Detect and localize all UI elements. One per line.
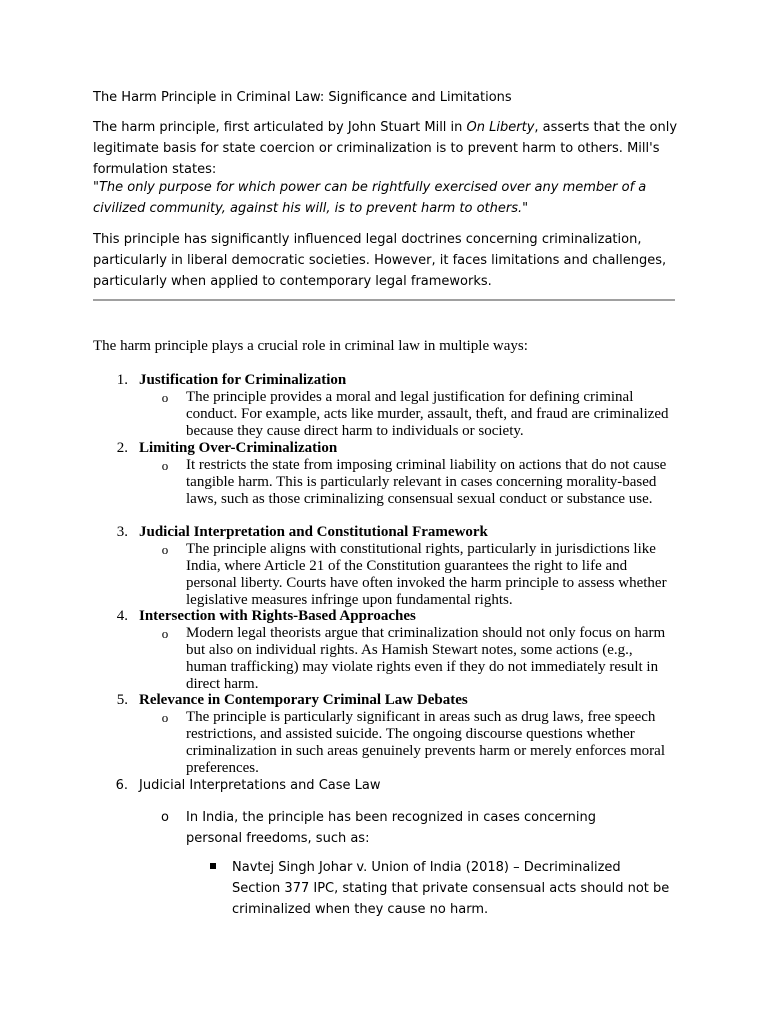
sub-item-body: Navtej Singh Johar v. Union of India (2018) – Decriminalized Section 377 IPC, stating that private consensual acts should not be criminalized when they cause no harm.	[232, 860, 670, 917]
item-number: 5.	[116, 692, 128, 708]
item-number: 2.	[116, 440, 128, 456]
item-title: Judicial Interpretation and Constitutional Framework	[139, 524, 488, 540]
mill-quote: "The only purpose for which power can be rightfully exercised over any member of a civilized community, against his will, is to prevent harm to others."	[93, 180, 647, 216]
item-number: 6.	[115, 778, 128, 793]
item-body: Modern legal theorists argue that criminalization should not only focus on harm but also on individual rights. As Hamish Stewart notes, some actions (e.g., human trafficking) may violate rights even if they do not immediately result in direct harm.	[186, 625, 666, 692]
horizontal-divider	[93, 299, 675, 301]
hollow-bullet-icon: o	[161, 710, 169, 725]
hollow-bullet-icon: o	[161, 542, 169, 557]
book-title: On Liberty	[466, 120, 535, 135]
hollow-bullet-icon: o	[161, 458, 169, 473]
intro-text-after: , asserts that the only legitimate basis for state coercion or criminalization is to prevent harm to others. Mill's formulation states:	[93, 120, 678, 177]
square-bullet-icon	[210, 863, 216, 869]
item-body: The principle provides a moral and legal justification for defining criminal conduct. For example, acts like murder, assault, theft, and fraud are criminalized because they cause direct harm to individuals or society.	[186, 389, 669, 439]
item-title: Judicial Interpretations and Case Law	[139, 778, 381, 793]
list-lead-in: The harm principle plays a crucial role in criminal law in multiple ways:	[93, 338, 528, 354]
item-title: Limiting Over-Criminalization	[139, 440, 338, 456]
second-paragraph: This principle has significantly influenced legal doctrines concerning criminalization, particularly in liberal democratic societies. However, it faces limitations and challenges, particularly when applied to contemporary legal frameworks.	[93, 232, 667, 289]
item-body: The principle is particularly significant in areas such as drug laws, free speech restrictions, and assisted suicide. The ongoing discourse questions whether criminalization in such areas genuinely prevents harm or merely enforces moral preferences.	[186, 709, 665, 776]
item-body: The principle aligns with constitutional rights, particularly in jurisdictions like India, where Article 21 of the Constitution guarantees the right to life and personal liberty. Courts have often invoked the harm principle to assess whether legislative measures infringe upon fundamental rights.	[186, 541, 667, 608]
item-number: 4.	[116, 608, 128, 624]
item-title: Relevance in Contemporary Criminal Law Debates	[139, 692, 468, 708]
document-title: The Harm Principle in Criminal Law: Significance and Limitations	[93, 90, 512, 105]
hollow-bullet-icon: o	[161, 626, 169, 641]
item-title: Justification for Criminalization	[139, 372, 347, 388]
intro-paragraph	[93, 117, 683, 180]
item-body: In India, the principle has been recognized in cases concerning personal freedoms, such as:	[186, 810, 596, 846]
hollow-bullet-icon: o	[161, 810, 169, 825]
intro-text-before: The harm principle, first articulated by John Stuart Mill in	[93, 120, 467, 135]
item-title: Intersection with Rights-Based Approaches	[139, 608, 416, 624]
item-number: 3.	[116, 524, 128, 540]
item-number: 1.	[116, 372, 128, 388]
hollow-bullet-icon: o	[161, 390, 169, 405]
item-body: It restricts the state from imposing criminal liability on actions that do not cause tangible harm. This is particularly relevant in cases concerning morality-based laws, such as those criminalizing consensual sexual conduct or substance use.	[186, 457, 667, 507]
